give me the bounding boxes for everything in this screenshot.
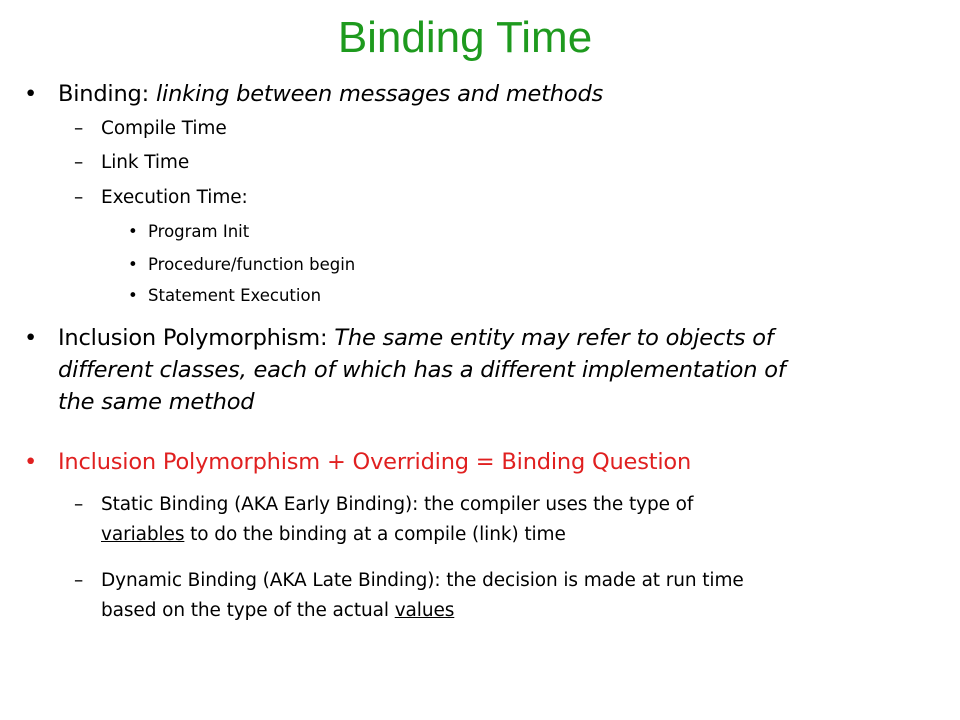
bullet-label: Inclusion Polymorphism: <box>58 325 335 351</box>
sub-item-line-2-start: based on the type of the actual <box>101 600 395 621</box>
slide-title: Binding Time <box>337 13 593 62</box>
dash-icon: – <box>74 187 84 208</box>
bullet-icon: • <box>24 81 38 107</box>
sub-item-label: Execution Time: <box>101 187 248 208</box>
bullet-line-2 <box>58 354 928 386</box>
sub-item-line-2 <box>101 520 931 550</box>
bullet-icon: • <box>24 325 38 351</box>
dash-icon: – <box>74 118 84 139</box>
bullet-icon: • <box>128 286 138 305</box>
bullet-line-1 <box>58 322 928 354</box>
bullet-icon: • <box>24 449 38 475</box>
bullet-text <box>58 78 928 110</box>
bullet-line-3 <box>58 386 928 418</box>
dash-icon: – <box>74 152 84 173</box>
underlined-term: variables <box>101 524 185 545</box>
sub-item-text <box>101 490 931 550</box>
bullet-label: Binding: <box>58 81 156 107</box>
bullet-inclusion-polymorphism <box>24 322 924 432</box>
sub-item-line-1: Dynamic Binding (AKA Late Binding): the decision is made at run time <box>101 570 744 591</box>
subsub-item-label: Statement Execution <box>148 286 322 305</box>
bullet-italic: the same method <box>58 389 255 415</box>
bullet-icon: • <box>128 255 138 274</box>
sub-item-label: Link Time <box>101 152 190 173</box>
sub-item-line-1: Static Binding (AKA Early Binding): the compiler uses the type of <box>101 494 694 515</box>
sub-item-text <box>101 566 931 626</box>
bullet-icon: • <box>128 222 138 241</box>
bullet-text: Inclusion Polymorphism + Overriding = Binding Question <box>58 449 692 475</box>
bullet-italic: The same entity may refer to objects of <box>334 325 774 351</box>
subsub-item-label: Procedure/function begin <box>148 255 356 274</box>
sub-item-line-2 <box>101 596 931 626</box>
bullet-text <box>58 322 928 418</box>
sub-item-static-binding <box>74 490 934 552</box>
dash-icon: – <box>74 494 84 515</box>
bullet-italic: linking between messages and methods <box>155 81 604 107</box>
subsub-item-label: Program Init <box>148 222 250 241</box>
underlined-term: values <box>394 600 455 621</box>
bullet-italic: different classes, each of which has a different implementation of <box>58 357 786 383</box>
sub-item-line-2-rest: to do the binding at a compile (link) time <box>184 524 566 545</box>
sub-item-label: Compile Time <box>101 118 227 139</box>
dash-icon: – <box>74 570 84 591</box>
sub-item-dynamic-binding <box>74 566 934 628</box>
